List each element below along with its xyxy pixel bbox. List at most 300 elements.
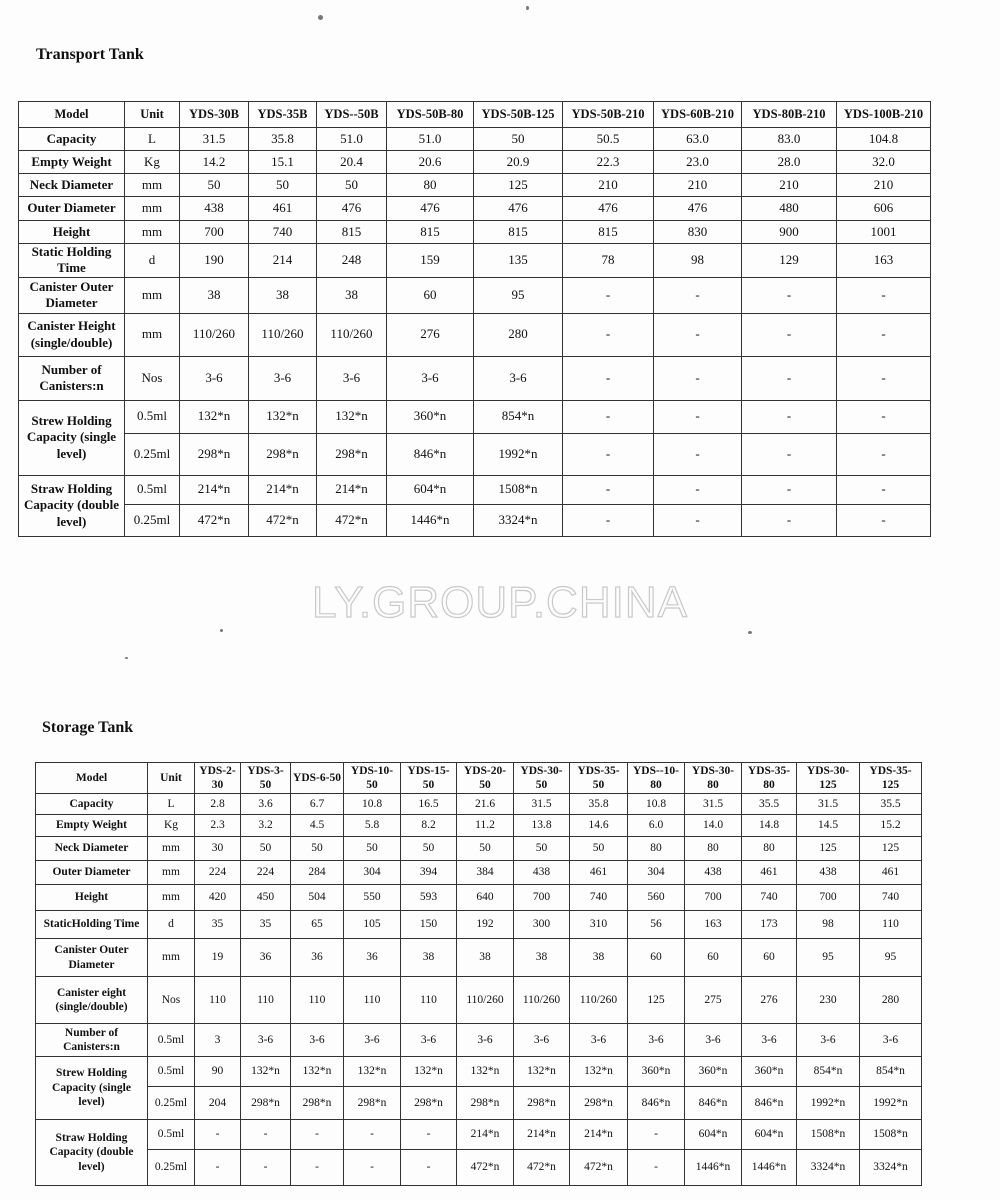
value-cell: 132*n bbox=[291, 1057, 344, 1087]
value-cell: 1508*n bbox=[860, 1120, 922, 1150]
value-cell: 210 bbox=[654, 174, 742, 197]
value-cell: 700 bbox=[797, 885, 860, 911]
scan-speck bbox=[526, 6, 529, 10]
value-cell: 740 bbox=[249, 221, 317, 244]
value-cell: 3-6 bbox=[387, 356, 474, 400]
value-cell: - bbox=[291, 1120, 344, 1150]
value-cell: 504 bbox=[291, 885, 344, 911]
value-cell: 30 bbox=[195, 837, 241, 861]
storage-tank-title: Storage Tank bbox=[42, 719, 134, 736]
value-cell: 110/260 bbox=[249, 313, 317, 356]
value-cell: 14.6 bbox=[570, 815, 628, 837]
column-header: YDS-35-50 bbox=[570, 763, 628, 794]
value-cell: 230 bbox=[797, 977, 860, 1024]
table-row bbox=[36, 939, 922, 977]
value-cell: 276 bbox=[387, 313, 474, 356]
value-cell: 476 bbox=[654, 197, 742, 221]
column-header: YDS-30-125 bbox=[797, 763, 860, 794]
value-cell: 461 bbox=[570, 861, 628, 885]
value-cell: 2.3 bbox=[195, 815, 241, 837]
value-cell: 204 bbox=[195, 1087, 241, 1120]
row-label: Straw Holding Capacity (double level) bbox=[36, 1120, 148, 1186]
value-cell: 132*n bbox=[570, 1057, 628, 1087]
value-cell: 304 bbox=[344, 861, 401, 885]
value-cell: 438 bbox=[180, 197, 249, 221]
value-cell: 3-6 bbox=[628, 1024, 685, 1057]
table-row bbox=[36, 815, 922, 837]
value-cell: 8.2 bbox=[401, 815, 457, 837]
unit-cell: Nos bbox=[148, 977, 195, 1024]
value-cell: 13.8 bbox=[514, 815, 570, 837]
value-cell: 35.8 bbox=[249, 128, 317, 151]
value-cell: - bbox=[837, 277, 931, 313]
value-cell: 604*n bbox=[685, 1120, 742, 1150]
value-cell: 56 bbox=[628, 911, 685, 939]
unit-cell: mm bbox=[125, 197, 180, 221]
value-cell: 10.8 bbox=[344, 794, 401, 815]
value-cell: 3-6 bbox=[685, 1024, 742, 1057]
value-cell: 248 bbox=[317, 244, 387, 278]
value-cell: 80 bbox=[742, 837, 797, 861]
value-cell: 700 bbox=[180, 221, 249, 244]
unit-cell: 0.5ml bbox=[148, 1024, 195, 1057]
value-cell: 50 bbox=[344, 837, 401, 861]
value-cell: 135 bbox=[474, 244, 563, 278]
column-header: YDS-50B-80 bbox=[387, 102, 474, 128]
value-cell: 593 bbox=[401, 885, 457, 911]
value-cell: 110 bbox=[241, 977, 291, 1024]
row-label: Outer Diameter bbox=[36, 861, 148, 885]
value-cell: 20.4 bbox=[317, 151, 387, 174]
value-cell: 815 bbox=[474, 221, 563, 244]
value-cell: 50.5 bbox=[563, 128, 654, 151]
value-cell: 3 bbox=[195, 1024, 241, 1057]
column-header: YDS-80B-210 bbox=[742, 102, 837, 128]
value-cell: 461 bbox=[860, 861, 922, 885]
value-cell: 31.5 bbox=[797, 794, 860, 815]
column-header: YDS-60B-210 bbox=[654, 102, 742, 128]
table-row bbox=[19, 174, 931, 197]
row-label: Canister Height (single/double) bbox=[19, 313, 125, 356]
value-cell: 95 bbox=[474, 277, 563, 313]
value-cell: 476 bbox=[317, 197, 387, 221]
value-cell: 900 bbox=[742, 221, 837, 244]
value-cell: 35 bbox=[195, 911, 241, 939]
column-header: YDS-20-50 bbox=[457, 763, 514, 794]
unit-cell: Kg bbox=[148, 815, 195, 837]
value-cell: 36 bbox=[344, 939, 401, 977]
value-cell: 550 bbox=[344, 885, 401, 911]
value-cell: 1992*n bbox=[860, 1087, 922, 1120]
value-cell: 35.5 bbox=[742, 794, 797, 815]
value-cell: 11.2 bbox=[457, 815, 514, 837]
unit-cell: 0.5ml bbox=[125, 475, 180, 504]
value-cell: 163 bbox=[685, 911, 742, 939]
value-cell: 38 bbox=[317, 277, 387, 313]
table-row bbox=[36, 911, 922, 939]
value-cell: 50 bbox=[514, 837, 570, 861]
value-cell: 23.0 bbox=[654, 151, 742, 174]
value-cell: 125 bbox=[474, 174, 563, 197]
row-label: Height bbox=[19, 221, 125, 244]
value-cell: 846*n bbox=[685, 1087, 742, 1120]
value-cell: 280 bbox=[474, 313, 563, 356]
value-cell: 125 bbox=[628, 977, 685, 1024]
value-cell: 38 bbox=[514, 939, 570, 977]
value-cell: 14.5 bbox=[797, 815, 860, 837]
value-cell: 28.0 bbox=[742, 151, 837, 174]
column-header: YDS--50B bbox=[317, 102, 387, 128]
value-cell: 110 bbox=[401, 977, 457, 1024]
value-cell: 38 bbox=[180, 277, 249, 313]
value-cell: 31.5 bbox=[514, 794, 570, 815]
value-cell: 132*n bbox=[344, 1057, 401, 1087]
value-cell: - bbox=[563, 277, 654, 313]
value-cell: 214*n bbox=[570, 1120, 628, 1150]
table-row bbox=[19, 244, 931, 278]
value-cell: 132*n bbox=[241, 1057, 291, 1087]
value-cell: 15.2 bbox=[860, 815, 922, 837]
unit-cell: d bbox=[148, 911, 195, 939]
value-cell: - bbox=[654, 356, 742, 400]
value-cell: 480 bbox=[742, 197, 837, 221]
value-cell: - bbox=[563, 475, 654, 504]
value-cell: - bbox=[837, 475, 931, 504]
table-row bbox=[36, 837, 922, 861]
unit-cell: mm bbox=[125, 277, 180, 313]
table-row bbox=[19, 475, 931, 504]
row-label: Strew Holding Capacity (single level) bbox=[36, 1057, 148, 1120]
value-cell: 132*n bbox=[514, 1057, 570, 1087]
table-row bbox=[36, 885, 922, 911]
value-cell: 210 bbox=[563, 174, 654, 197]
value-cell: 3-6 bbox=[742, 1024, 797, 1057]
value-cell: 90 bbox=[195, 1057, 241, 1087]
value-cell: 80 bbox=[628, 837, 685, 861]
value-cell: 224 bbox=[195, 861, 241, 885]
value-cell: 60 bbox=[387, 277, 474, 313]
scan-speck bbox=[318, 15, 323, 20]
value-cell: 3324*n bbox=[797, 1150, 860, 1186]
row-label: StaticHolding Time bbox=[36, 911, 148, 939]
value-cell: 815 bbox=[387, 221, 474, 244]
value-cell: 38 bbox=[249, 277, 317, 313]
value-cell: 110 bbox=[344, 977, 401, 1024]
value-cell: 63.0 bbox=[654, 128, 742, 151]
value-cell: 304 bbox=[628, 861, 685, 885]
scan-speck bbox=[125, 657, 128, 659]
value-cell: 298*n bbox=[457, 1087, 514, 1120]
value-cell: 472*n bbox=[514, 1150, 570, 1186]
value-cell: 3-6 bbox=[249, 356, 317, 400]
value-cell: - bbox=[742, 475, 837, 504]
value-cell: 472*n bbox=[457, 1150, 514, 1186]
value-cell: 60 bbox=[628, 939, 685, 977]
value-cell: 298*n bbox=[291, 1087, 344, 1120]
value-cell: - bbox=[563, 433, 654, 475]
value-cell: - bbox=[654, 277, 742, 313]
value-cell: - bbox=[837, 504, 931, 536]
unit-cell: mm bbox=[148, 861, 195, 885]
storage-tank-table bbox=[35, 762, 922, 1186]
column-header: YDS-35-80 bbox=[742, 763, 797, 794]
value-cell: 50 bbox=[180, 174, 249, 197]
table-row bbox=[36, 1057, 922, 1087]
value-cell: - bbox=[837, 313, 931, 356]
value-cell: 50 bbox=[317, 174, 387, 197]
value-cell: - bbox=[563, 400, 654, 433]
value-cell: - bbox=[195, 1120, 241, 1150]
row-label: Capacity bbox=[19, 128, 125, 151]
column-header: YDS-15-50 bbox=[401, 763, 457, 794]
value-cell: 700 bbox=[685, 885, 742, 911]
value-cell: 3-6 bbox=[797, 1024, 860, 1057]
value-cell: 35.8 bbox=[570, 794, 628, 815]
row-label: Neck Diameter bbox=[36, 837, 148, 861]
unit-cell: d bbox=[125, 244, 180, 278]
value-cell: 360*n bbox=[628, 1057, 685, 1087]
value-cell: 450 bbox=[241, 885, 291, 911]
column-header: YDS-6-50 bbox=[291, 763, 344, 794]
value-cell: 78 bbox=[563, 244, 654, 278]
value-cell: 105 bbox=[344, 911, 401, 939]
value-cell: 846*n bbox=[742, 1087, 797, 1120]
value-cell: 604*n bbox=[387, 475, 474, 504]
value-cell: - bbox=[742, 433, 837, 475]
value-cell: - bbox=[563, 504, 654, 536]
column-header: YDS-50B-210 bbox=[563, 102, 654, 128]
value-cell: 132*n bbox=[457, 1057, 514, 1087]
value-cell: 98 bbox=[797, 911, 860, 939]
unit-cell: mm bbox=[148, 939, 195, 977]
value-cell: - bbox=[563, 313, 654, 356]
value-cell: 80 bbox=[387, 174, 474, 197]
table-row bbox=[19, 151, 931, 174]
value-cell: 50 bbox=[457, 837, 514, 861]
value-cell: - bbox=[241, 1120, 291, 1150]
value-cell: 104.8 bbox=[837, 128, 931, 151]
value-cell: 1446*n bbox=[685, 1150, 742, 1186]
row-label: Canister Outer Diameter bbox=[19, 277, 125, 313]
value-cell: 298*n bbox=[514, 1087, 570, 1120]
table-row bbox=[36, 861, 922, 885]
value-cell: 6.0 bbox=[628, 815, 685, 837]
unit-cell: L bbox=[148, 794, 195, 815]
unit-cell: mm bbox=[125, 221, 180, 244]
value-cell: 36 bbox=[291, 939, 344, 977]
value-cell: 110 bbox=[291, 977, 344, 1024]
value-cell: 3324*n bbox=[474, 504, 563, 536]
value-cell: - bbox=[241, 1150, 291, 1186]
value-cell: 125 bbox=[797, 837, 860, 861]
value-cell: 50 bbox=[401, 837, 457, 861]
row-label: Straw Holding Capacity (double level) bbox=[19, 475, 125, 536]
value-cell: 3-6 bbox=[317, 356, 387, 400]
value-cell: 173 bbox=[742, 911, 797, 939]
value-cell: 31.5 bbox=[685, 794, 742, 815]
value-cell: 284 bbox=[291, 861, 344, 885]
value-cell: 214*n bbox=[457, 1120, 514, 1150]
column-header: YDS--10-80 bbox=[628, 763, 685, 794]
scan-speck bbox=[220, 629, 223, 632]
value-cell: 38 bbox=[457, 939, 514, 977]
value-cell: 360*n bbox=[742, 1057, 797, 1087]
value-cell: 60 bbox=[685, 939, 742, 977]
value-cell: - bbox=[195, 1150, 241, 1186]
value-cell: 38 bbox=[401, 939, 457, 977]
value-cell: - bbox=[401, 1120, 457, 1150]
value-cell: 50 bbox=[241, 837, 291, 861]
table-row bbox=[36, 1120, 922, 1150]
value-cell: 35 bbox=[241, 911, 291, 939]
value-cell: 51.0 bbox=[317, 128, 387, 151]
table-row bbox=[19, 197, 931, 221]
column-header: YDS-50B-125 bbox=[474, 102, 563, 128]
row-label: Empty Weight bbox=[36, 815, 148, 837]
row-label: Strew Holding Capacity (single level) bbox=[19, 400, 125, 475]
value-cell: 36 bbox=[241, 939, 291, 977]
value-cell: 10.8 bbox=[628, 794, 685, 815]
row-label: Height bbox=[36, 885, 148, 911]
value-cell: 22.3 bbox=[563, 151, 654, 174]
value-cell: - bbox=[654, 313, 742, 356]
value-cell: 6.7 bbox=[291, 794, 344, 815]
value-cell: 298*n bbox=[570, 1087, 628, 1120]
value-cell: 110/260 bbox=[317, 313, 387, 356]
value-cell: 472*n bbox=[249, 504, 317, 536]
value-cell: - bbox=[654, 400, 742, 433]
value-cell: 110 bbox=[195, 977, 241, 1024]
value-cell: 38 bbox=[570, 939, 628, 977]
table-header-row bbox=[19, 102, 931, 128]
value-cell: - bbox=[742, 313, 837, 356]
value-cell: 472*n bbox=[317, 504, 387, 536]
value-cell: 472*n bbox=[180, 504, 249, 536]
value-cell: 438 bbox=[797, 861, 860, 885]
value-cell: 1508*n bbox=[474, 475, 563, 504]
value-cell: 298*n bbox=[317, 433, 387, 475]
table-row bbox=[19, 313, 931, 356]
value-cell: 3.6 bbox=[241, 794, 291, 815]
unit-cell: 0.25ml bbox=[148, 1150, 195, 1186]
value-cell: - bbox=[837, 400, 931, 433]
value-cell: 394 bbox=[401, 861, 457, 885]
table-row bbox=[19, 504, 931, 536]
value-cell: 3-6 bbox=[241, 1024, 291, 1057]
unit-cell: L bbox=[125, 128, 180, 151]
value-cell: 210 bbox=[837, 174, 931, 197]
value-cell: 3-6 bbox=[860, 1024, 922, 1057]
value-cell: 51.0 bbox=[387, 128, 474, 151]
value-cell: 740 bbox=[742, 885, 797, 911]
value-cell: 60 bbox=[742, 939, 797, 977]
value-cell: 360*n bbox=[685, 1057, 742, 1087]
value-cell: 50 bbox=[570, 837, 628, 861]
unit-cell: 0.25ml bbox=[125, 433, 180, 475]
value-cell: 1992*n bbox=[797, 1087, 860, 1120]
value-cell: 854*n bbox=[860, 1057, 922, 1087]
column-header: YDS-35B bbox=[249, 102, 317, 128]
value-cell: - bbox=[654, 475, 742, 504]
value-cell: - bbox=[742, 277, 837, 313]
row-label: Neck Diameter bbox=[19, 174, 125, 197]
value-cell: - bbox=[401, 1150, 457, 1186]
value-cell: 132*n bbox=[180, 400, 249, 433]
unit-cell: 0.5ml bbox=[148, 1120, 195, 1150]
value-cell: 4.5 bbox=[291, 815, 344, 837]
value-cell: 3-6 bbox=[291, 1024, 344, 1057]
value-cell: 1446*n bbox=[387, 504, 474, 536]
value-cell: 854*n bbox=[797, 1057, 860, 1087]
value-cell: 300 bbox=[514, 911, 570, 939]
value-cell: 214*n bbox=[514, 1120, 570, 1150]
row-label: Empty Weight bbox=[19, 151, 125, 174]
column-header: Unit bbox=[148, 763, 195, 794]
value-cell: 21.6 bbox=[457, 794, 514, 815]
value-cell: 472*n bbox=[570, 1150, 628, 1186]
value-cell: - bbox=[628, 1150, 685, 1186]
value-cell: 16.5 bbox=[401, 794, 457, 815]
value-cell: 2.8 bbox=[195, 794, 241, 815]
value-cell: 298*n bbox=[241, 1087, 291, 1120]
row-label: Canister eight (single/double) bbox=[36, 977, 148, 1024]
column-header: YDS-35-125 bbox=[860, 763, 922, 794]
value-cell: 95 bbox=[797, 939, 860, 977]
transport-tank-title: Transport Tank bbox=[36, 46, 144, 63]
value-cell: 420 bbox=[195, 885, 241, 911]
watermark: LY.GROUP.CHINA bbox=[312, 578, 688, 627]
column-header: Model bbox=[19, 102, 125, 128]
table-row bbox=[19, 433, 931, 475]
value-cell: 360*n bbox=[387, 400, 474, 433]
value-cell: 214*n bbox=[180, 475, 249, 504]
value-cell: 5.8 bbox=[344, 815, 401, 837]
value-cell: 159 bbox=[387, 244, 474, 278]
table-row bbox=[36, 1087, 922, 1120]
value-cell: 83.0 bbox=[742, 128, 837, 151]
column-header: YDS-3-50 bbox=[241, 763, 291, 794]
value-cell: - bbox=[344, 1150, 401, 1186]
table-row bbox=[36, 1150, 922, 1186]
table-row bbox=[19, 356, 931, 400]
value-cell: 214*n bbox=[317, 475, 387, 504]
value-cell: 95 bbox=[860, 939, 922, 977]
value-cell: 560 bbox=[628, 885, 685, 911]
value-cell: 846*n bbox=[387, 433, 474, 475]
value-cell: 640 bbox=[457, 885, 514, 911]
value-cell: 606 bbox=[837, 197, 931, 221]
value-cell: 129 bbox=[742, 244, 837, 278]
value-cell: 830 bbox=[654, 221, 742, 244]
value-cell: 214 bbox=[249, 244, 317, 278]
value-cell: 110/260 bbox=[514, 977, 570, 1024]
value-cell: 3324*n bbox=[860, 1150, 922, 1186]
value-cell: 854*n bbox=[474, 400, 563, 433]
unit-cell: mm bbox=[125, 174, 180, 197]
value-cell: - bbox=[654, 433, 742, 475]
value-cell: - bbox=[742, 504, 837, 536]
row-label: Canister Outer Diameter bbox=[36, 939, 148, 977]
value-cell: 1446*n bbox=[742, 1150, 797, 1186]
unit-cell: mm bbox=[125, 313, 180, 356]
value-cell: 604*n bbox=[742, 1120, 797, 1150]
column-header: YDS-30B bbox=[180, 102, 249, 128]
column-header: YDS-10-50 bbox=[344, 763, 401, 794]
unit-cell: Nos bbox=[125, 356, 180, 400]
value-cell: 110/260 bbox=[180, 313, 249, 356]
value-cell: 192 bbox=[457, 911, 514, 939]
value-cell: 700 bbox=[514, 885, 570, 911]
